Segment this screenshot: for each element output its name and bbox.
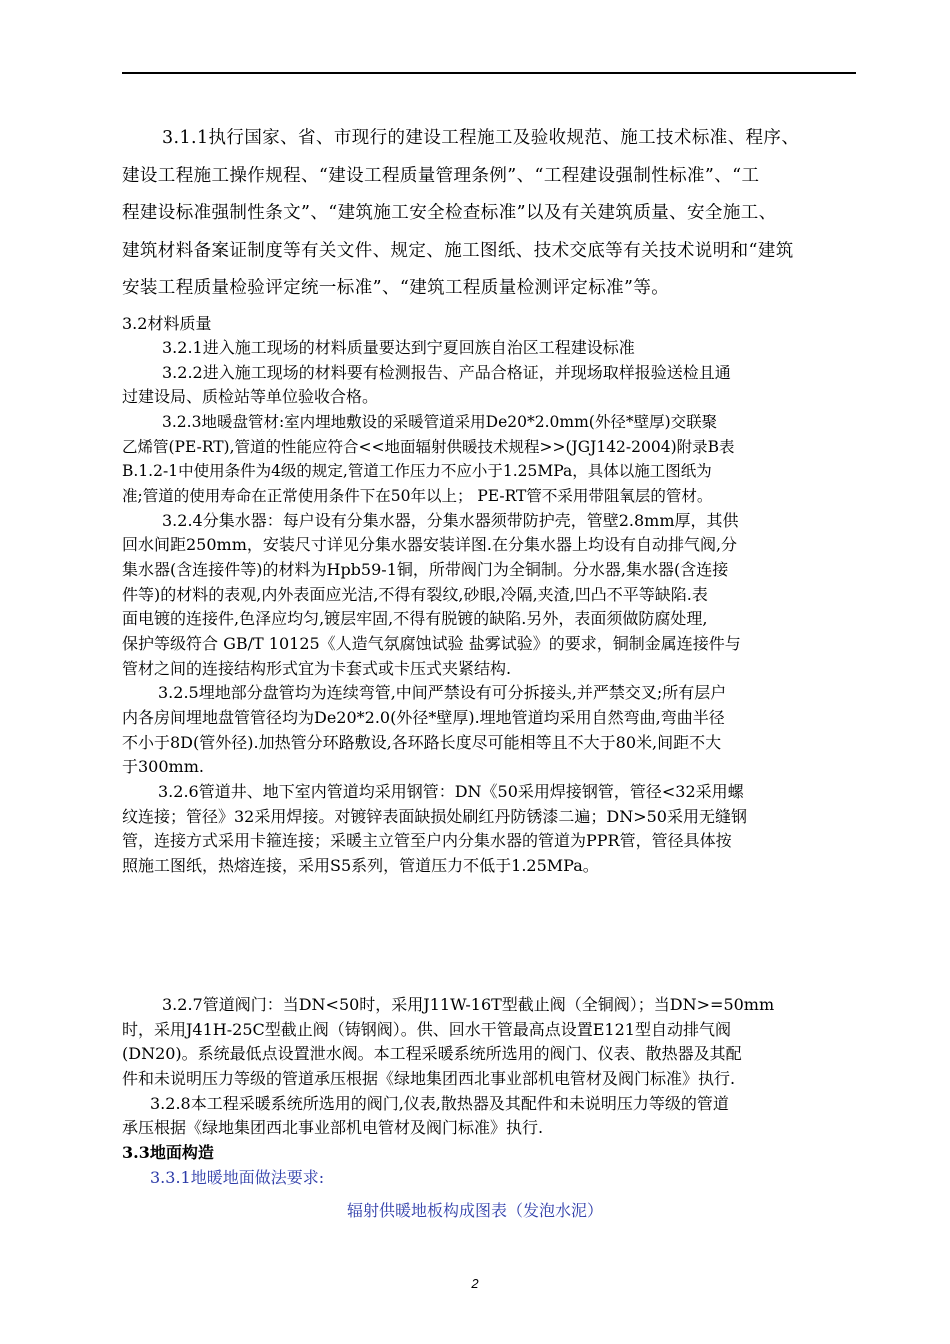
paragraph-line: 3.2.6管道井、地下室内管道均采用钢管：DN《50采用焊接钢管，管径<32采用螺: [158, 782, 744, 801]
paragraph-line: 管材之间的连接结构形式宜为卡套式或卡压式夹紧结构.: [122, 659, 512, 678]
paragraph-line: 程建设标准强制性条文”、“建筑施工安全检查标准”以及有关建筑质量、安全施工、: [122, 203, 777, 223]
paragraph-line: 承压根据《绿地集团西北事业部机电管材及阀门标准》执行.: [122, 1118, 544, 1137]
paragraph-line: 内各房间埋地盘管管径均为De20*2.0(外径*壁厚).埋地管道均采用自然弯曲,弯曲半径: [122, 708, 725, 727]
figure-caption: 辐射供暖地板构成图表（发泡水泥）: [346, 1201, 603, 1220]
section-heading: 3.2材料质量: [122, 314, 212, 333]
section-heading: 3.3地面构造: [122, 1143, 214, 1162]
paragraph-line: 建筑材料备案证制度等有关文件、规定、施工图纸、技术交底等有关技术说明和“建筑: [122, 241, 794, 261]
paragraph-line: 面电镀的连接件,色泽应均匀,镀层牢固,不得有脱镀的缺陷.另外，表面须做防腐处理,: [122, 609, 708, 628]
paragraph-line: 于300mm.: [122, 757, 204, 776]
paragraph-line: 3.2.8本工程采暖系统所选用的阀门,仪表,散热器及其配件和未说明压力等级的管道: [150, 1094, 729, 1113]
paragraph-line: (DN20)。系统最低点设置泄水阀。本工程采暖系统所选用的阀门、仪表、散热器及其配: [122, 1044, 742, 1063]
paragraph-line: 3.2.2进入施工现场的材料要有检测报告、产品合格证，并现场取样报验送检且通: [162, 363, 731, 382]
paragraph-line: 3.2.3地暖盘管材:室内埋地敷设的采暖管道采用De20*2.0mm(外径*壁厚)交联聚: [162, 413, 718, 431]
paragraph-line: 回水间距250mm，安装尺寸详见分集水器安装详图.在分集水器上均设有自动排气阀,分: [122, 535, 738, 554]
paragraph-line: 件和未说明压力等级的管道承压根据《绿地集团西北事业部机电管材及阀门标准》执行.: [122, 1069, 736, 1088]
paragraph-line: 时，采用J41H-25C型截止阀（铸钢阀）。供、回水干管最高点设置E121型自动排气阀: [122, 1020, 731, 1039]
paragraph-line: 安装工程质量检验评定统一标准”、“建筑工程质量检测评定标准”等。: [122, 278, 670, 298]
paragraph-line: 3.2.7管道阀门：当DN<50时，采用J11W-16T型截止阀（全铜阀）；当DN>=50mm: [162, 995, 775, 1014]
paragraph-line: 3.2.4分集水器：每户设有分集水器，分集水器须带防护壳，管壁2.8mm厚，其供: [162, 511, 739, 530]
paragraph-line: 建设工程施工操作规程、“建设工程质量管理条例”、“工程建设强制性标准”、“工: [122, 166, 760, 186]
paragraph-line: 3.2.1进入施工现场的材料质量要达到宁夏回族自治区工程建设标准: [162, 338, 635, 357]
paragraph-line: 3.2.5埋地部分盘管均为连续弯管,中间严禁设有可分拆接头,并严禁交叉;所有层户: [158, 683, 727, 702]
paragraph-line: 乙烯管(PE-RT),管道的性能应符合<<地面辐射供暖技术规程>>(JGJ142-2004)附录B表: [122, 438, 735, 456]
paragraph-line: 不小于8D(管外径).加热管分环路敷设,各环路长度尽可能相等且不大于80米,间距不大: [122, 733, 722, 752]
paragraph-line: 件等)的材料的表观,内外表面应光洁,不得有裂纹,砂眼,冷隔,夹渣,凹凸不平等缺陷.表: [122, 585, 708, 604]
paragraph-line: 纹连接；管径》32采用焊接。对镀锌表面缺损处刷红丹防锈漆二遍；DN>50采用无缝钢: [122, 807, 747, 826]
paragraph-line: 3.1.1执行国家、省、市现行的建设工程施工及验收规范、施工技术标准、程序、: [162, 128, 800, 148]
paragraph-line: 准;管道的使用寿命在正常使用条件下在50年以上； PE-RT管不采用带阻氧层的管材。: [122, 487, 713, 505]
paragraph-line: B.1.2-1中使用条件为4级的规定,管道工作压力不应小于1.25MPa，具体以施工图纸为: [122, 462, 712, 480]
paragraph-line: 集水器(含连接件等)的材料为Hpb59-1铜，所带阀门为全铜制。分水器,集水器(含连接: [122, 560, 729, 579]
paragraph-line: 保护等级符合 GB/T 10125《人造气氛腐蚀试验 盐雾试验》的要求，铜制金属连接件与: [122, 634, 741, 653]
paragraph-line: 过建设局、质检站等单位验收合格。: [122, 387, 379, 406]
header-rule: [122, 72, 856, 74]
subsection-heading: 3.3.1地暖地面做法要求:: [150, 1168, 325, 1187]
paragraph-line: 管，连接方式采用卡箍连接；采暖主立管至户内分集水器的管道为PPR管，管径具体按: [122, 831, 732, 850]
page-number: 2: [471, 1276, 479, 1291]
paragraph-line: 照施工图纸，热熔连接，采用S5系列，管道压力不低于1.25MPa。: [122, 856, 599, 875]
